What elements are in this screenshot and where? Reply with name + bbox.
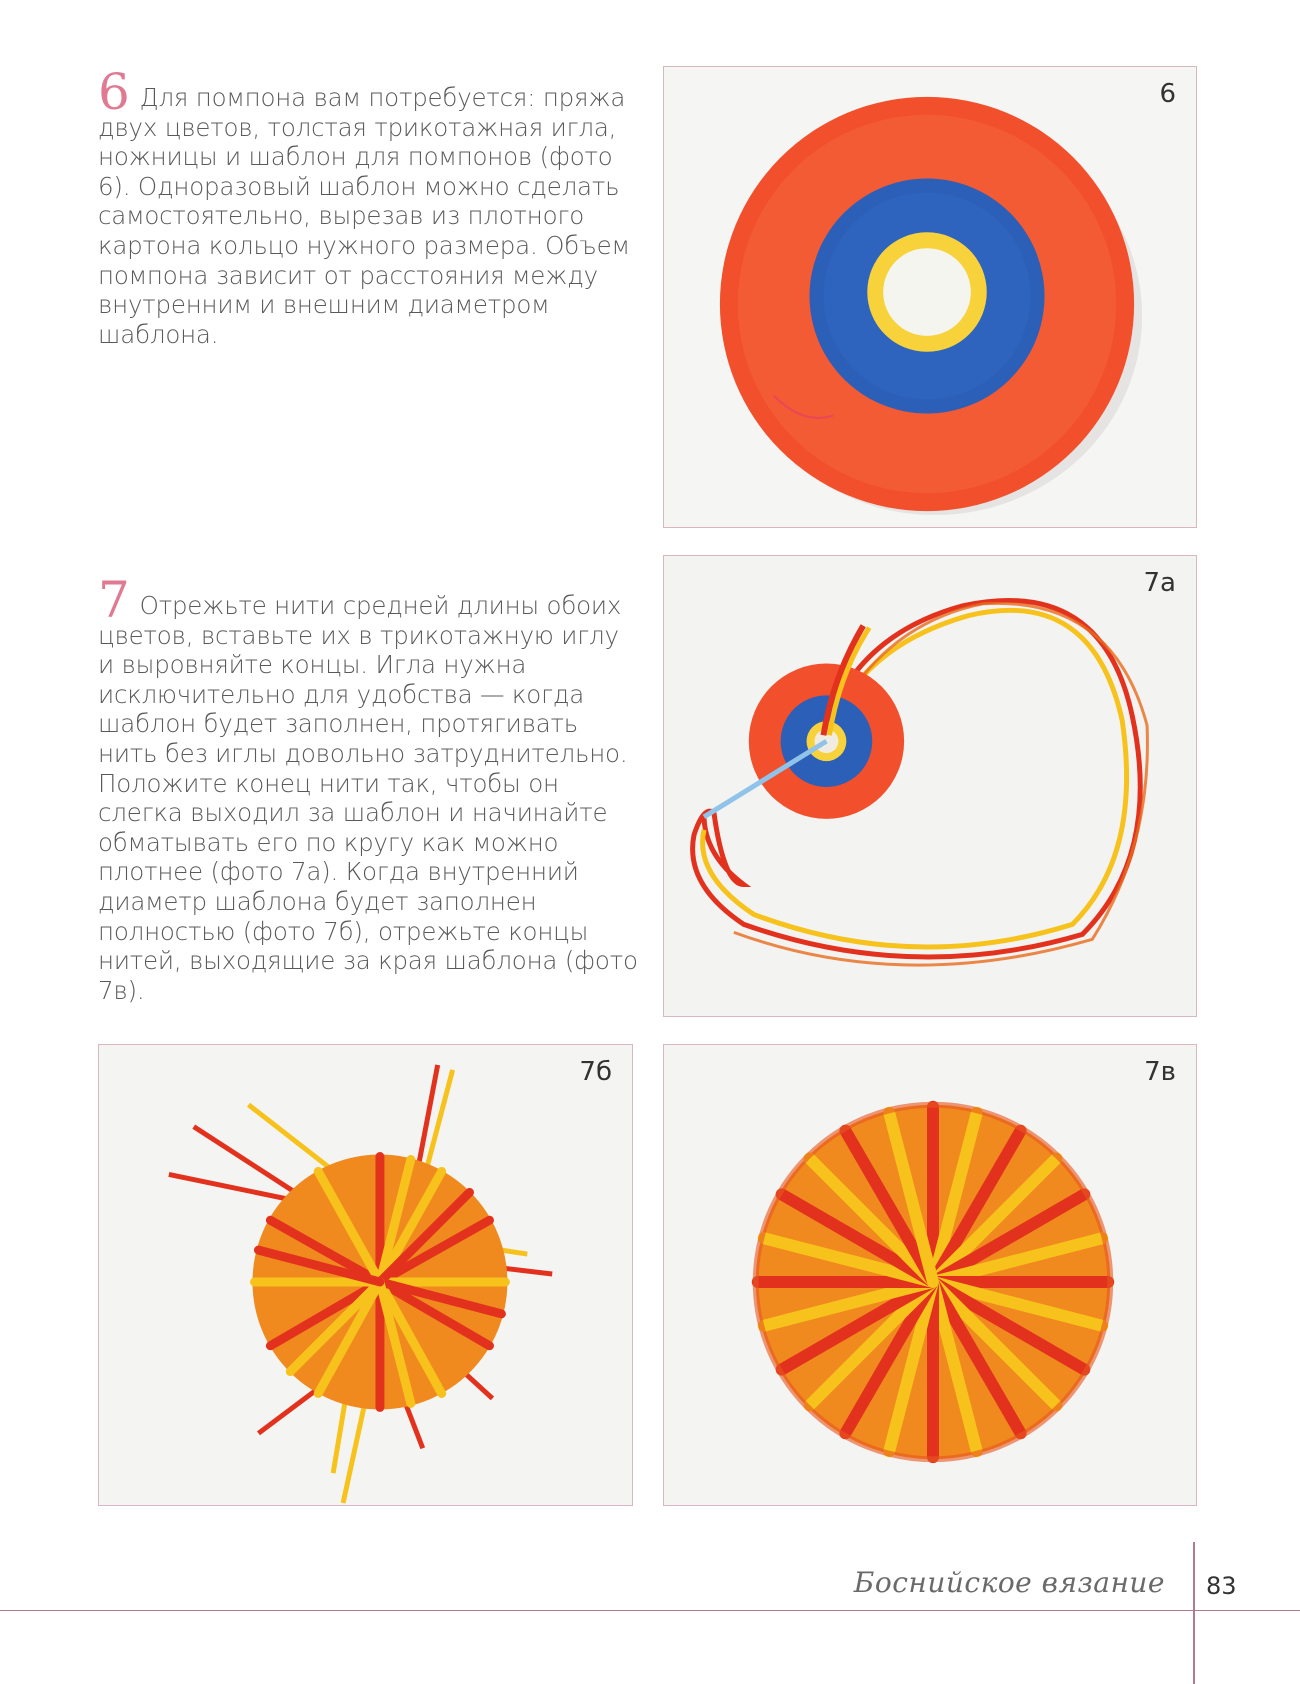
step-6-block (98, 63, 638, 349)
step-7-number: 7 (98, 571, 130, 629)
photo-7a-threading (663, 555, 1197, 1017)
step-7-block (98, 571, 638, 1005)
photo-7v-label: 7в (1144, 1057, 1176, 1087)
book-title: Боснийское вязание (853, 1566, 1165, 1599)
photo-7b-drawing (99, 1045, 632, 1505)
photo-7a-drawing (664, 556, 1196, 1016)
photo-6-template (663, 66, 1197, 528)
photo-7a-label: 7а (1143, 568, 1176, 598)
step-7-paragraph (98, 571, 638, 1005)
footer-vertical-divider (1193, 1542, 1195, 1684)
step-6-text: Для помпона вам потребуется: пряжа двух цветов, толстая трикотажная игла, ножницы и шаблон для помпонов (фото 6). Одноразовый шаблон можно сделать самостоятельно, вырезав из плотного картона кольцо нужного размера. Объем помпона зависит от расстояния между внутренним и внешним диаметром шаблона. (98, 83, 630, 349)
step-6-number: 6 (98, 63, 130, 121)
photo-7v-trimmed (663, 1044, 1197, 1506)
photo-6-label: 6 (1159, 79, 1176, 109)
footer-divider (0, 1610, 1300, 1611)
step-6-paragraph (98, 63, 638, 349)
photo-7b-label: 7б (579, 1057, 612, 1087)
page-number: 83 (1206, 1572, 1237, 1600)
photo-7b-filled (98, 1044, 633, 1506)
photo-6-drawing (664, 67, 1196, 527)
photo-7v-drawing (664, 1045, 1196, 1505)
step-7-text: Отрежьте нити средней длины обоих цветов, вставьте их в трикотажную иглу и выровняйте концы. Игла нужна исключительно для удобства — когда шаблон будет заполнен, протягивать нить без иглы довольно затруднительно. Положите конец нити так, чтобы он слегка выходил за шаблон и начинайте обматывать его по кругу как можно плотнее (фото 7а). Когда внутренний диаметр шаблона будет заполнен полностью (фото 7б), отрежьте концы нитей, выходящие за края шаблона (фото 7в). (98, 591, 638, 1005)
